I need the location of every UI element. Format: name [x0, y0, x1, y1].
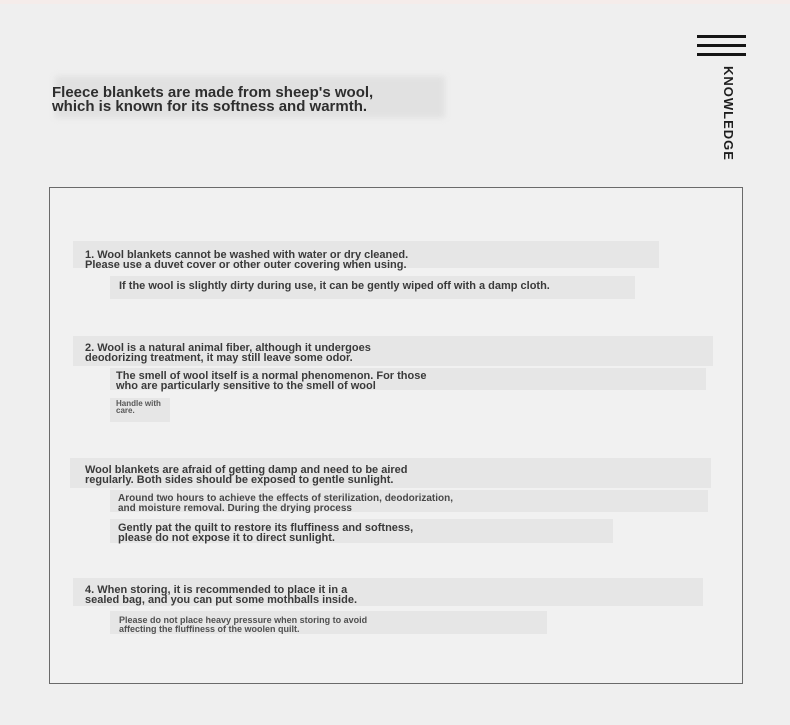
tip3-note1: Around two hours to achieve the effects of sterilization, deodorization, and moisture removal. During the drying process [118, 493, 454, 514]
top-strip [0, 0, 790, 4]
knowledge-label: KNOWLEDGE [721, 66, 736, 161]
tip2-heading: 2. Wool is a natural animal fiber, although it undergoes deodorizing treatment, it may still leave some odor. [85, 342, 371, 364]
tip1-heading: 1. Wool blankets cannot be washed with water or dry cleaned. Please use a duvet cover or other outer covering when using. [85, 249, 409, 271]
tip3-note2: Gently pat the quilt to restore its fluffiness and softness, please do not expose it to direct sunlight. [118, 522, 414, 544]
tip1-note: If the wool is slightly dirty during use, it can be gently wiped off with a damp cloth. [119, 280, 550, 292]
tip2-note: The smell of wool itself is a normal phenomenon. For those who are particularly sensitive to the smell of wool [116, 370, 427, 392]
tip4-heading: 4. When storing, it is recommended to place it in a sealed bag, and you can put some mothballs inside. [85, 584, 358, 606]
tip3-heading: Wool blankets are afraid of getting damp and need to be aired regularly. Both sides should be exposed to gentle sunlight. [85, 464, 408, 486]
tip2-small-note: Handle with care. [116, 399, 161, 415]
care-instructions-card [49, 187, 743, 684]
tip4-note: Please do not place heavy pressure when storing to avoid affecting the fluffiness of the woolen quilt. [119, 615, 368, 634]
page-title: Fleece blankets are made from sheep's wool, which is known for its softness and warmth. [52, 84, 374, 115]
hamburger-menu-icon[interactable] [697, 35, 746, 57]
